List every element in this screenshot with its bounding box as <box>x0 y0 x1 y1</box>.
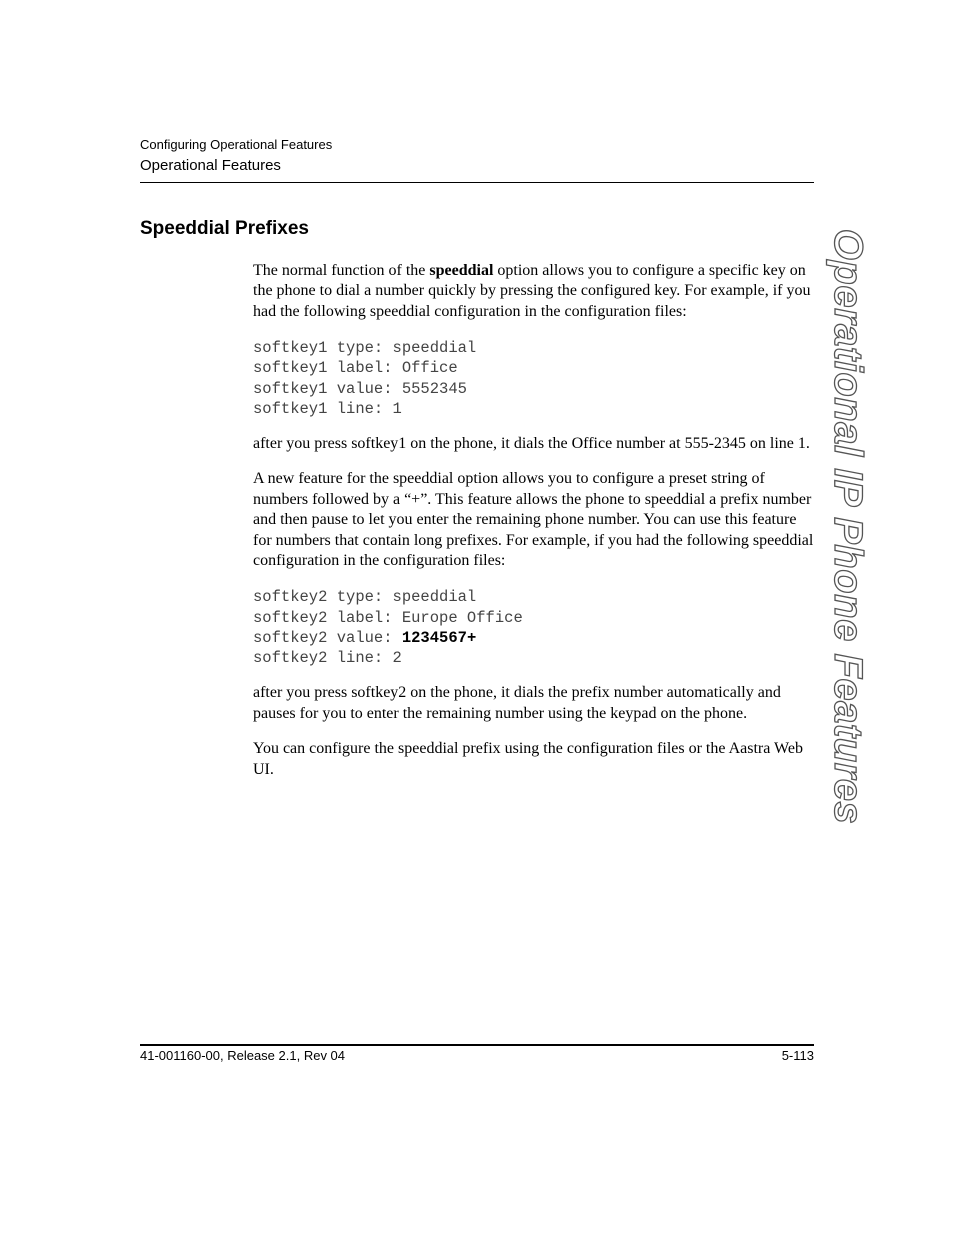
section-title: Speeddial Prefixes <box>140 218 309 239</box>
running-header-chapter: Configuring Operational Features <box>140 137 333 152</box>
intro-text: The normal function of the <box>253 262 430 279</box>
code-line: softkey1 value: 5552345 <box>253 379 467 398</box>
code-line: softkey2 label: Europe Office <box>253 608 523 627</box>
header-rule <box>140 182 814 183</box>
code-line <box>253 628 815 648</box>
paragraph-softkey1-result: after you press softkey1 on the phone, it dials the Office number at 555-2345 on line 1. <box>253 435 810 453</box>
footer-doc-number: 41-001160-00, Release 2.1, Rev 04 <box>140 1048 346 1063</box>
code-line: softkey1 type: speeddial <box>253 339 477 358</box>
code-block-softkey2 <box>253 587 815 668</box>
side-tab-text: Operational IP Phone Features <box>826 228 871 825</box>
code-block-softkey1 <box>253 338 815 419</box>
intro-paragraph <box>253 261 815 322</box>
intro-bold-term: speeddial <box>429 262 494 279</box>
code-line: softkey2 line: 2 <box>253 649 402 668</box>
paragraph-softkey2-result: after you press softkey2 on the phone, it dials the prefix number automatically and pauses for you to enter the remaining number using the keypad on the phone. <box>253 684 781 722</box>
code-line: softkey1 line: 1 <box>253 399 402 418</box>
intro-text-rest: option allows you to configure a specific key on the phone to dial a number quickly by pressing the configured key. For example, if you had the following speeddial configuration in the configuration files: <box>253 262 811 320</box>
paragraph-configure: You can configure the speeddial prefix using the configuration files or the Aastra Web UI. <box>253 740 803 778</box>
footer-page-number: 5-113 <box>781 1048 814 1063</box>
running-header-section: Operational Features <box>140 157 281 174</box>
code-bold-value: 1234567+ <box>401 628 477 647</box>
code-line: softkey2 type: speeddial <box>253 588 477 607</box>
paragraph-new-feature: A new feature for the speeddial option allows you to configure a preset string of numbers followed by a “+”. This feature allows the phone to speeddial a prefix number and then pause to let you enter the remaining phone number. You can use this feature for numbers that contain long prefixes. For example, if you had the following speeddial configuration in the configuration files: <box>253 470 814 570</box>
side-tab <box>826 228 871 825</box>
section-body <box>253 261 815 780</box>
code-line: softkey1 label: Office <box>253 359 458 378</box>
code-line-prefix: softkey2 value: <box>253 628 402 647</box>
footer-rule <box>140 1044 814 1046</box>
